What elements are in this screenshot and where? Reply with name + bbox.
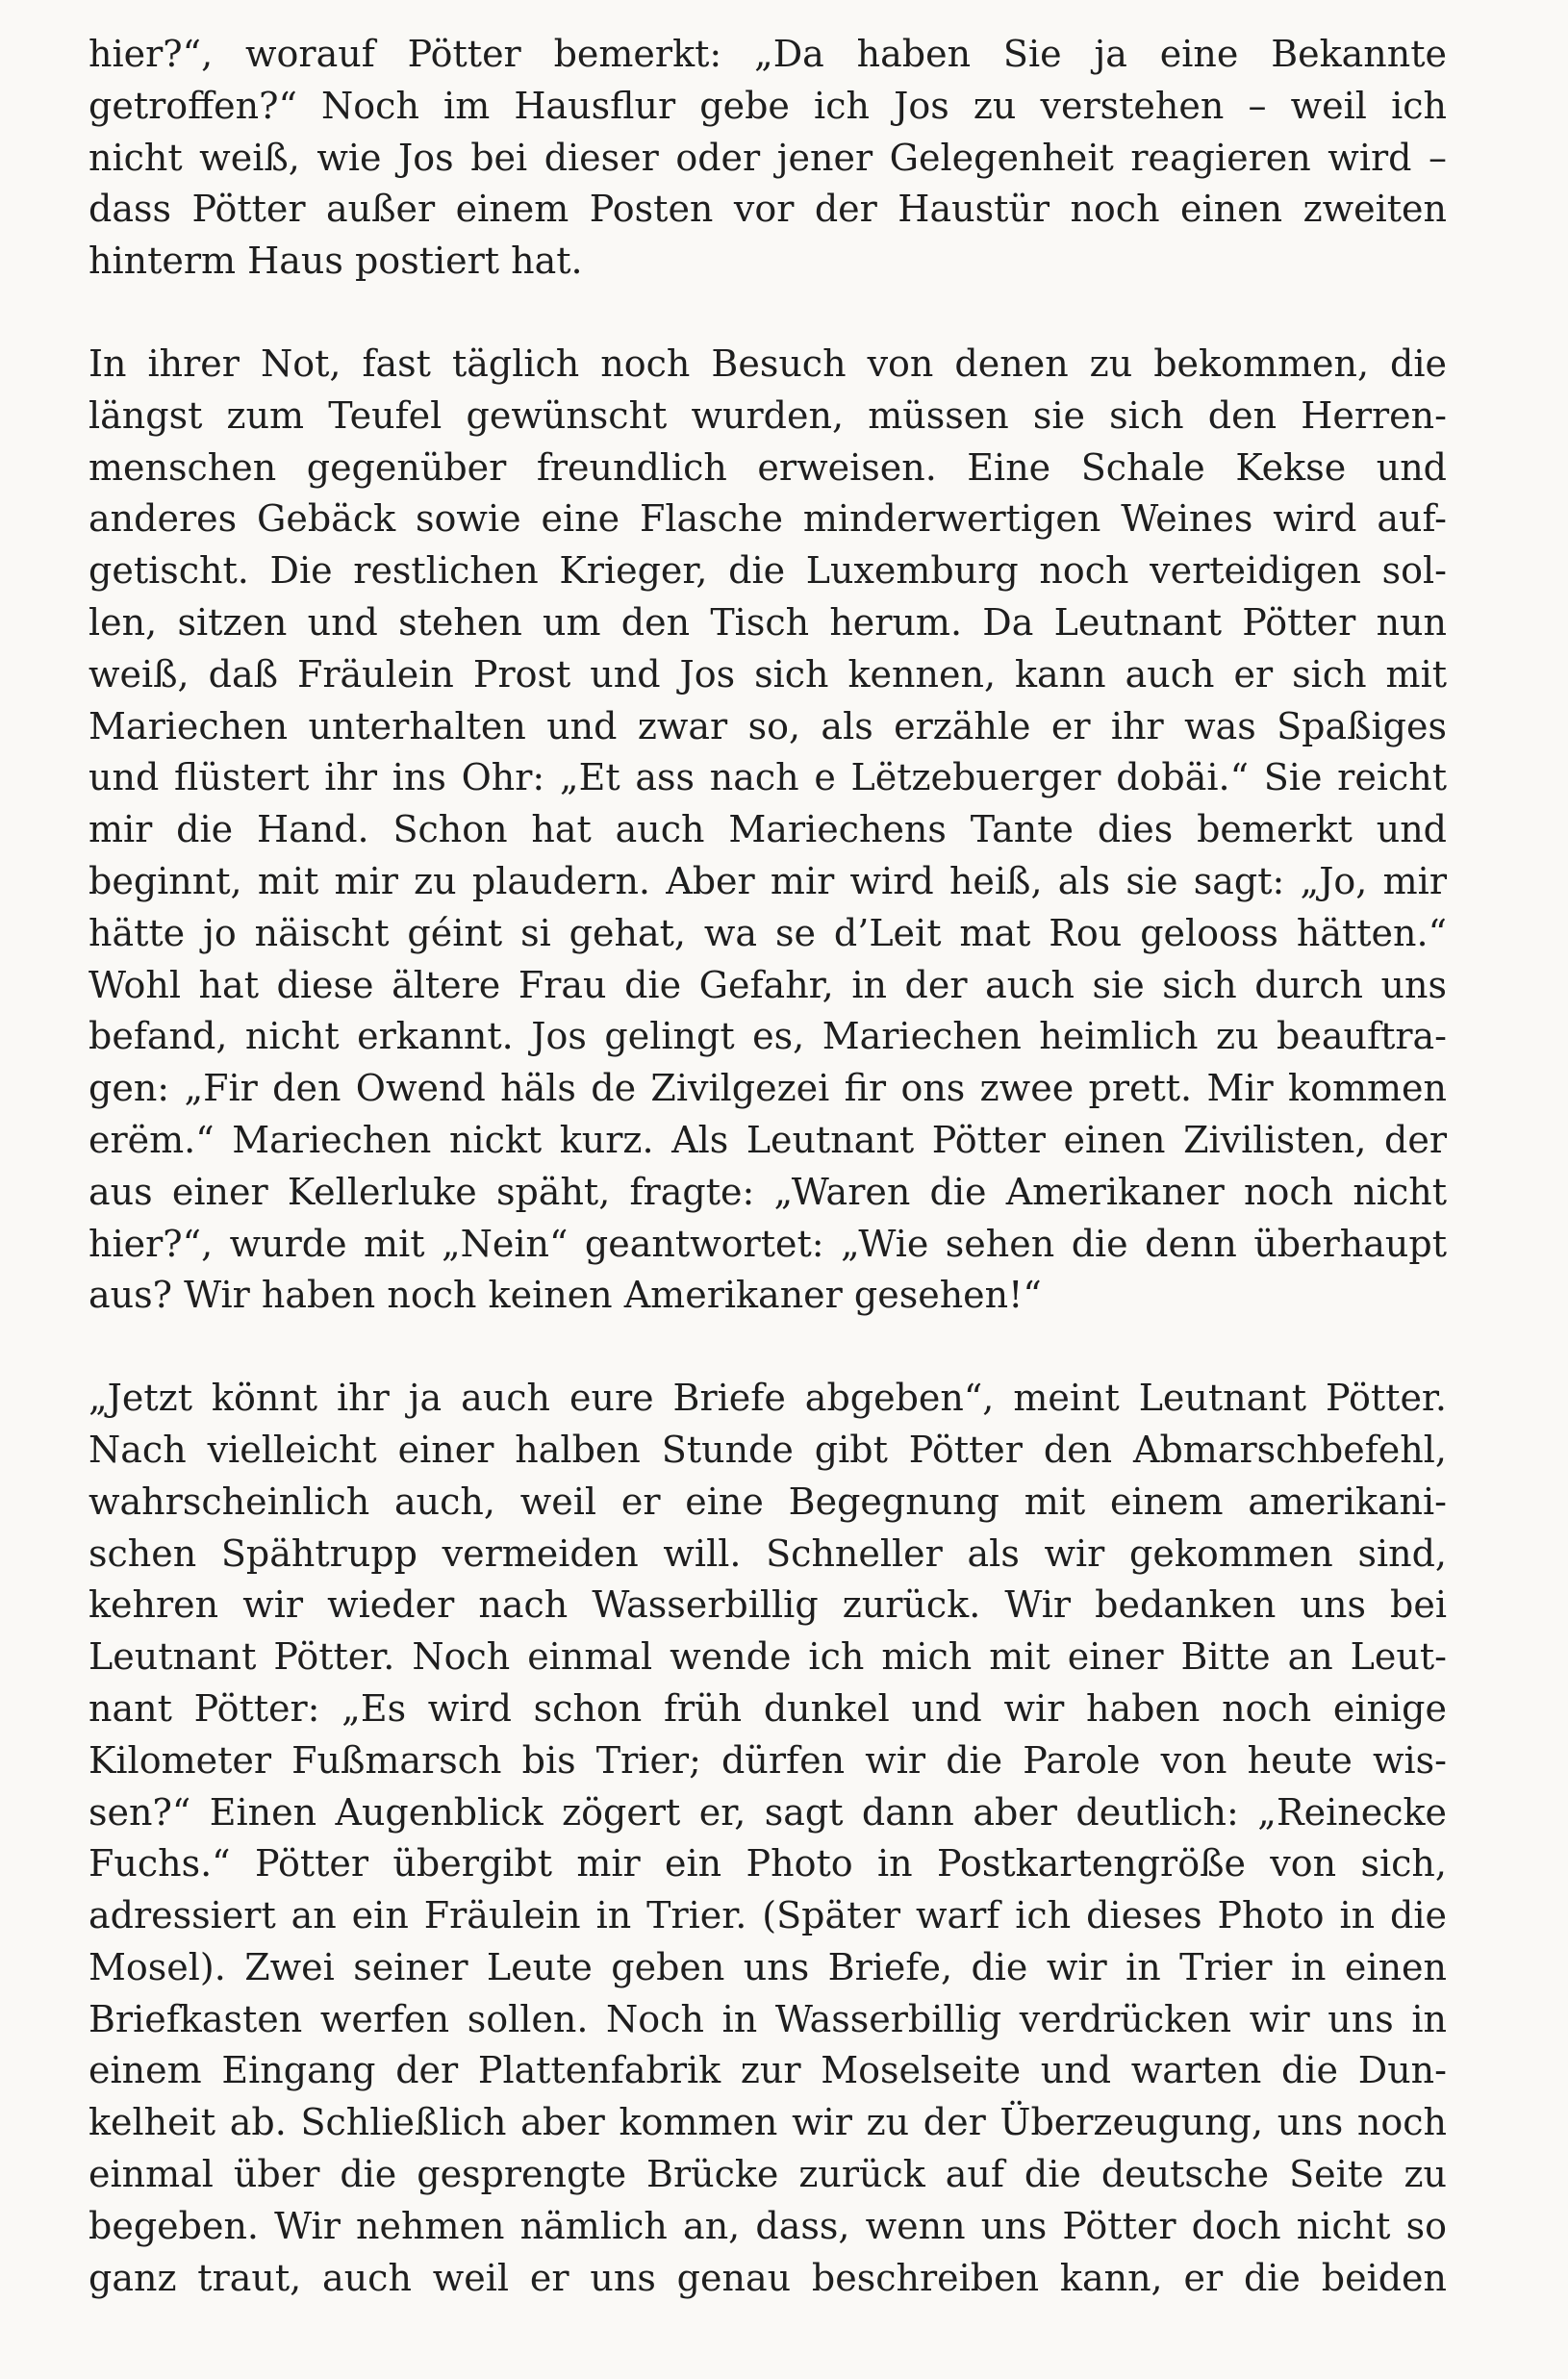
text-line: hier?“, worauf Pötter bemerkt: „Da haben Sie ja eine Bekannte — [89, 33, 1447, 75]
text-line: getroffen?“ Noch im Hausflur gebe ich Jos zu verstehen – weil ich — [89, 84, 1447, 127]
text-line: „Jetzt könnt ihr ja auch eure Briefe abgeben“, meint Leutnant Pötter. — [89, 1377, 1447, 1420]
text-line: sen?“ Einen Augenblick zögert er, sagt dann aber deutlich: „Reinecke — [89, 1790, 1447, 1834]
text-line: wahrscheinlich auch, weil er eine Begegnung mit einem amerikani- — [89, 1480, 1447, 1523]
text-line: beginnt, mit mir zu plaudern. Aber mir wird heiß, als sie sagt: „Jo, mir — [89, 859, 1447, 902]
text-line: einem Eingang der Plattenfabrik zur Moselseite und warten die Dun- — [89, 2049, 1447, 2092]
text-line: Mosel). Zwei seiner Leute geben uns Briefe, die wir in Trier in einen — [89, 1945, 1447, 1988]
text-line: kehren wir wieder nach Wasserbillig zurück. Wir bedanken uns bei — [89, 1583, 1447, 1627]
text-line: Kilometer Fußmarsch bis Trier; dürfen wir die Parole von heute wis- — [89, 1738, 1447, 1782]
text-line: adressiert an ein Fräulein in Trier. (Später warf ich dieses Photo in die — [89, 1894, 1447, 1937]
text-line: schen Spähtrupp vermeiden will. Schneller als wir gekommen sind, — [89, 1531, 1447, 1575]
text-line: anderes Gebäck sowie eine Flasche minderwertigen Weines wird auf- — [89, 497, 1447, 541]
text-line: menschen gegenüber freundlich erweisen. Eine Schale Kekse und — [89, 445, 1447, 489]
text-line: Nach vielleicht einer halben Stunde gibt Pötter den Abmarschbefehl, — [89, 1428, 1447, 1471]
text-line: erëm.“ Mariechen nickt kurz. Als Leutnant Pötter einen Zivilisten, der — [89, 1118, 1447, 1161]
text-line: weiß, daß Fräulein Prost und Jos sich kennen, kann auch er sich mit — [89, 652, 1447, 696]
paragraph-3 — [89, 1373, 1447, 2304]
text-line: nicht weiß, wie Jos bei dieser oder jener Gelegenheit reagieren wird – — [89, 136, 1447, 179]
text-line: dass Pötter außer einem Posten vor der Haustür noch einen zweiten — [89, 188, 1447, 231]
text-line: hinterm Haus postiert hat. — [89, 240, 583, 283]
text-line: einmal über die gesprengte Brücke zurück auf die deutsche Seite zu — [89, 2153, 1447, 2196]
text-line: mir die Hand. Schon hat auch Mariechens Tante dies bemerkt und — [89, 808, 1447, 851]
text-line: aus? Wir haben noch keinen Amerikaner gesehen!“ — [89, 1274, 1042, 1317]
text-line: Fuchs.“ Pötter übergibt mir ein Photo in Postkartengröße von sich, — [89, 1842, 1447, 1885]
text-line: hier?“, wurde mit „Nein“ geantwortet: „Wie sehen die denn überhaupt — [89, 1222, 1447, 1265]
text-line: Leutnant Pötter. Noch einmal wende ich mich mit einer Bitte an Leut- — [89, 1635, 1447, 1679]
text-line: begeben. Wir nehmen nämlich an, dass, wenn uns Pötter doch nicht so — [89, 2204, 1447, 2247]
text-line: ganz traut, auch weil er uns genau beschreiben kann, er die beiden — [89, 2256, 1447, 2299]
text-line: nant Pötter: „Es wird schon früh dunkel und wir haben noch einige — [89, 1686, 1447, 1730]
book-page — [89, 29, 1447, 2304]
text-line: aus einer Kellerluke späht, fragte: „Waren die Amerikaner noch nicht — [89, 1170, 1447, 1213]
text-line: gen: „Fir den Owend häls de Zivilgezei fir ons zwee prett. Mir kommen — [89, 1067, 1447, 1110]
text-line: längst zum Teufel gewünscht wurden, müssen sie sich den Herren- — [89, 393, 1447, 437]
text-line: kelheit ab. Schließlich aber kommen wir zu der Überzeugung, uns noch — [89, 2101, 1447, 2144]
text-line: In ihrer Not, fast täglich noch Besuch von denen zu bekommen, die — [89, 342, 1447, 385]
paragraph-2 — [89, 339, 1447, 1322]
text-line: Wohl hat diese ältere Frau die Gefahr, in der auch sie sich durch uns — [89, 963, 1447, 1006]
paragraph-1 — [89, 29, 1447, 288]
text-line: und flüstert ihr ins Ohr: „Et ass nach e Lëtzebuerger dobäi.“ Sie reicht — [89, 756, 1447, 799]
text-line: Briefkasten werfen sollen. Noch in Wasserbillig verdrücken wir uns in — [89, 1997, 1447, 2040]
text-line: Mariechen unterhalten und zwar so, als erzähle er ihr was Spaßiges — [89, 704, 1447, 747]
text-line: befand, nicht erkannt. Jos gelingt es, Mariechen heimlich zu beauftra- — [89, 1015, 1447, 1058]
text-line: hätte jo näischt géint si gehat, wa se d’Leit mat Rou gelooss hätten.“ — [89, 911, 1447, 954]
text-line: getischt. Die restlichen Krieger, die Luxemburg noch verteidigen sol- — [89, 549, 1447, 593]
text-line: len, sitzen und stehen um den Tisch herum. Da Leutnant Pötter nun — [89, 600, 1447, 644]
